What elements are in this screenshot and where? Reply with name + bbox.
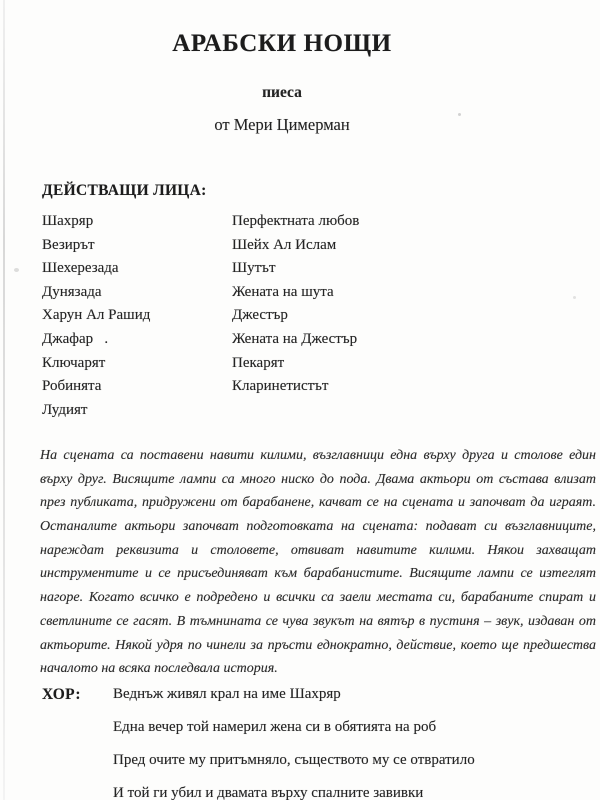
cast-name: Джафар . xyxy=(42,330,109,347)
stage-direction-line: нагоре. Когато всичко е подредено и всички са заели местата си, барабаните спират и xyxy=(40,590,596,606)
cast-name: Ключарят xyxy=(42,354,106,371)
cast-name: Шахряр xyxy=(42,213,94,229)
cast-name-alt: Джестър xyxy=(232,307,288,324)
stage-direction-line: през публиката, придружени от барабанене, качват се на сцената и започват да играят. xyxy=(40,495,596,511)
cast-row xyxy=(42,331,472,355)
page-title: АРАБСКИ НОЩИ xyxy=(172,30,392,57)
cast-name: Дунязада xyxy=(42,283,102,300)
stage-directions xyxy=(40,448,596,685)
stage-direction-line: нареждат реквизита и столовете, отвиват навитите килими. Някои захващат xyxy=(40,542,596,558)
cast-row xyxy=(42,284,472,308)
cast-name-alt: Жената на шута xyxy=(232,283,334,300)
stage-direction-line: инструментите и се присъединяват към барабанистите. Висящите лампи се изтеглят xyxy=(40,566,596,582)
author-byline: от Мери Цимерман xyxy=(214,115,350,134)
cast-row xyxy=(42,355,472,379)
cast-name: Шехерезада xyxy=(42,260,119,277)
stage-direction-line: На сцената са поставени навити килими, възглавници една върху друга и столове един xyxy=(40,448,596,463)
cast-row xyxy=(42,260,472,284)
stage-direction-line: началото на всяка последвала история. xyxy=(40,661,278,677)
cast-name-alt: Шутът xyxy=(232,260,276,277)
chorus-line: И той ги убил и двамата върху спалните завивки xyxy=(113,785,424,800)
chorus-line: Пред очите му притъмняло, съществото му се отвратило xyxy=(113,752,475,768)
scan-speck xyxy=(573,296,576,299)
cast-name-alt: Пекарят xyxy=(232,354,285,371)
cast-row xyxy=(42,378,472,402)
play-subtitle: пиеса xyxy=(262,84,302,101)
cast-list xyxy=(42,213,472,425)
cast-row xyxy=(42,213,472,237)
cast-row xyxy=(42,307,472,331)
stage-direction-line: светлините се гасят. В тъмнината се чува звукът на вятър в пустиня – звук, издаван от xyxy=(40,613,596,629)
cast-name: Робинята xyxy=(42,378,102,395)
cast-heading: ДЕЙСТВАЩИ ЛИЦА: xyxy=(42,182,207,199)
scan-speck xyxy=(14,268,19,272)
cast-name: Лудият xyxy=(42,401,88,418)
chorus-line: Веднъж живял крал на име Шахряр xyxy=(113,686,341,702)
cast-row xyxy=(42,402,472,426)
cast-name-alt: Шейх Ал Ислам xyxy=(232,236,337,253)
title-block xyxy=(0,0,582,160)
cast-name-alt: Жената на Джестър xyxy=(232,330,358,347)
chorus-lines xyxy=(113,686,475,800)
cast-name: Харун Ал Рашид xyxy=(42,307,151,324)
cast-name: Везирът xyxy=(42,236,95,253)
chorus-speaker-label: ХОР: xyxy=(42,686,81,703)
stage-direction-line: актьорите. Някой удря по чинели за пръсти еднократно, действие, което ще предшества xyxy=(40,637,596,653)
cast-name-alt: Кларинетистът xyxy=(232,378,329,395)
cast-row xyxy=(42,237,472,261)
stage-direction-line: Останалите актьори започват подготовката на сцената: подават си възглавниците, xyxy=(40,519,596,535)
stage-direction-line: върху друг. Висящите лампи са много ниско до пода. Двама актьори от състава влизат xyxy=(40,471,596,487)
cast-name-alt: Перфектната любов xyxy=(232,213,360,229)
chorus-line: Една вечер той намерил жена си в обятията на роб xyxy=(113,719,437,735)
